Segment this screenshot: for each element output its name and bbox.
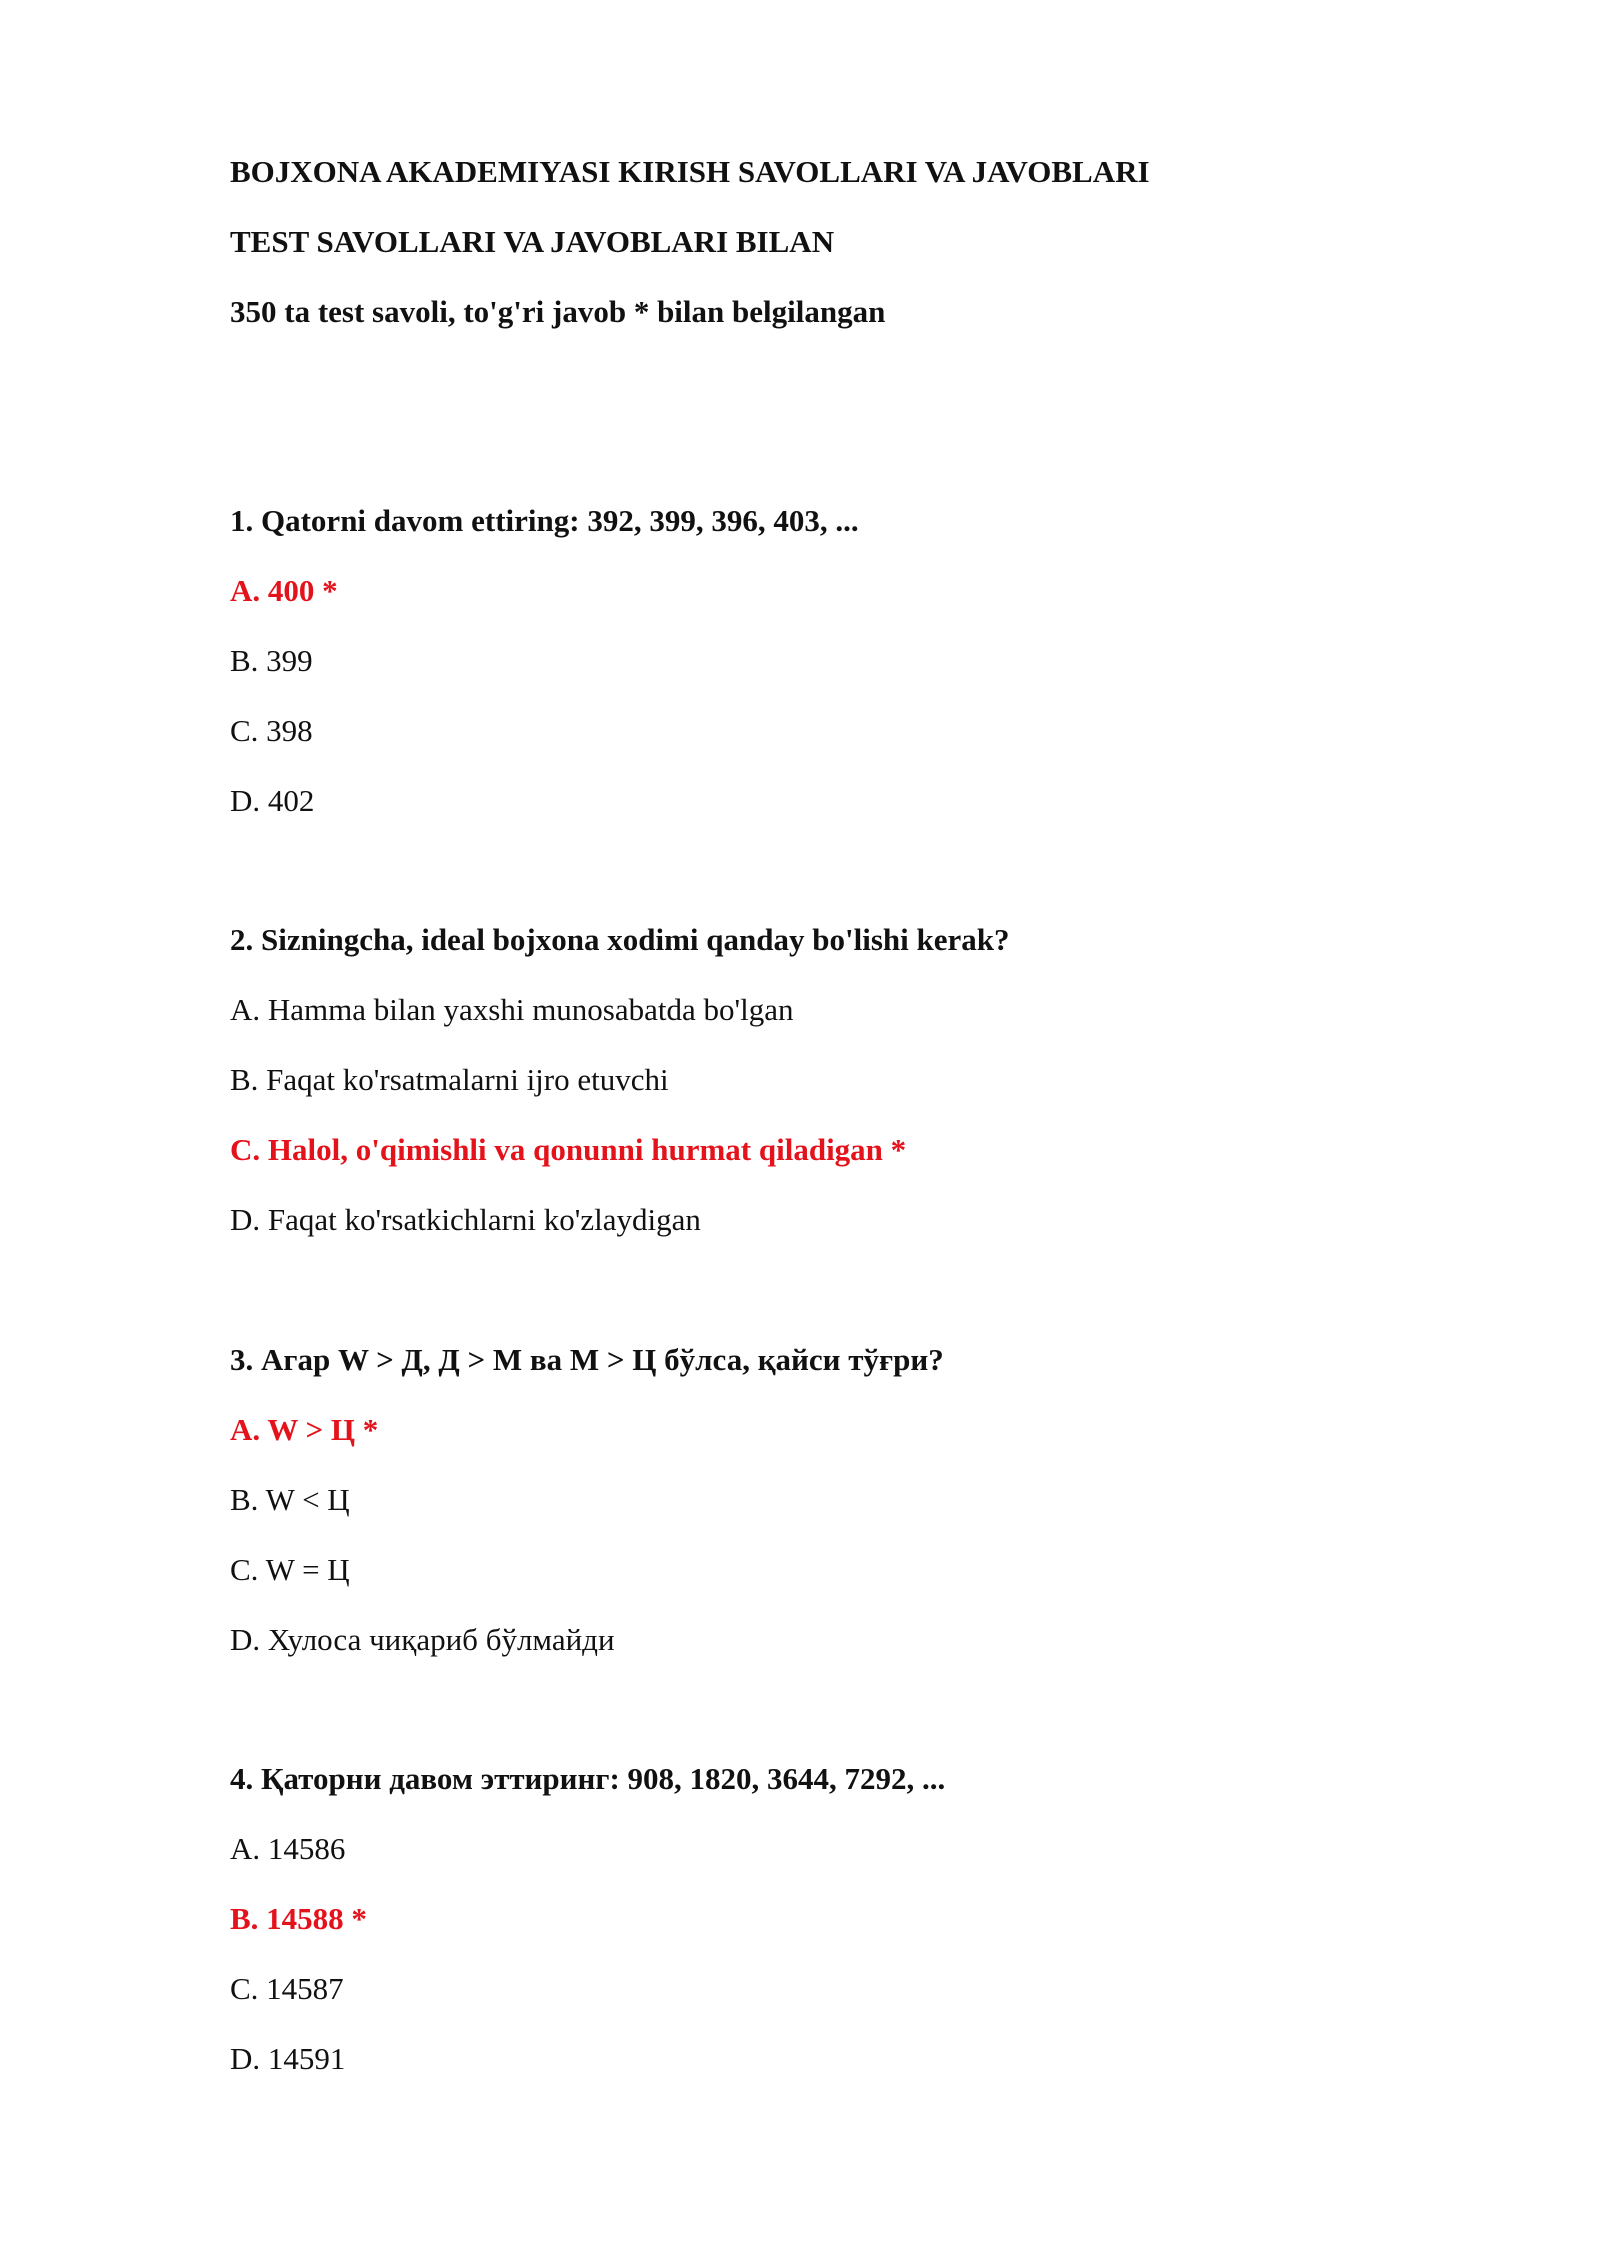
answer-option: B. W < Ц	[230, 1482, 350, 1517]
answer-option: B. 399	[230, 643, 313, 678]
answer-option-correct: A. 400 *	[230, 573, 338, 608]
answer-option: C. 398	[230, 713, 313, 748]
answer-option: D. Faqat ko'rsatkichlarni ko'zlaydigan	[230, 1202, 701, 1237]
answer-option: D. 14591	[230, 2041, 346, 2076]
question-text: 3. Агар W > Д, Д > М ва М > Ц бўлса, қайси тўғри?	[230, 1342, 944, 1377]
answer-option-correct: B. 14588 *	[230, 1901, 367, 1936]
answer-option: A. 14586	[230, 1831, 346, 1866]
question-text: 4. Қаторни давом эттиринг: 908, 1820, 3644, 7292, ...	[230, 1761, 946, 1796]
question-text: 1. Qatorni davom ettiring: 392, 399, 396, 403, ...	[230, 503, 859, 538]
answer-option: A. Hamma bilan yaxshi munosabatda bo'lgan	[230, 992, 794, 1027]
answer-option-correct: A. W > Ц *	[230, 1412, 379, 1447]
answer-option: C. W = Ц	[230, 1552, 350, 1587]
answer-option-correct: C. Halol, o'qimishli va qonunni hurmat qiladigan *	[230, 1132, 907, 1167]
answer-option: D. Хулоса чиқариб бўлмайди	[230, 1622, 615, 1657]
document-subtitle: 350 ta test savoli, to'g'ri javob * bilan belgilangan	[230, 294, 886, 329]
answer-option: B. Faqat ko'rsatmalarni ijro etuvchi	[230, 1062, 669, 1097]
document-title-line2: TEST SAVOLLARI VA JAVOBLARI BILAN	[230, 224, 835, 259]
document-title: BOJXONA AKADEMIYASI KIRISH SAVOLLARI VA JAVOBLARI	[230, 154, 1150, 189]
answer-option: D. 402	[230, 783, 315, 818]
question-text: 2. Sizningcha, ideal bojxona xodimi qanday bo'lishi kerak?	[230, 922, 1010, 957]
answer-option: C. 14587	[230, 1971, 344, 2006]
